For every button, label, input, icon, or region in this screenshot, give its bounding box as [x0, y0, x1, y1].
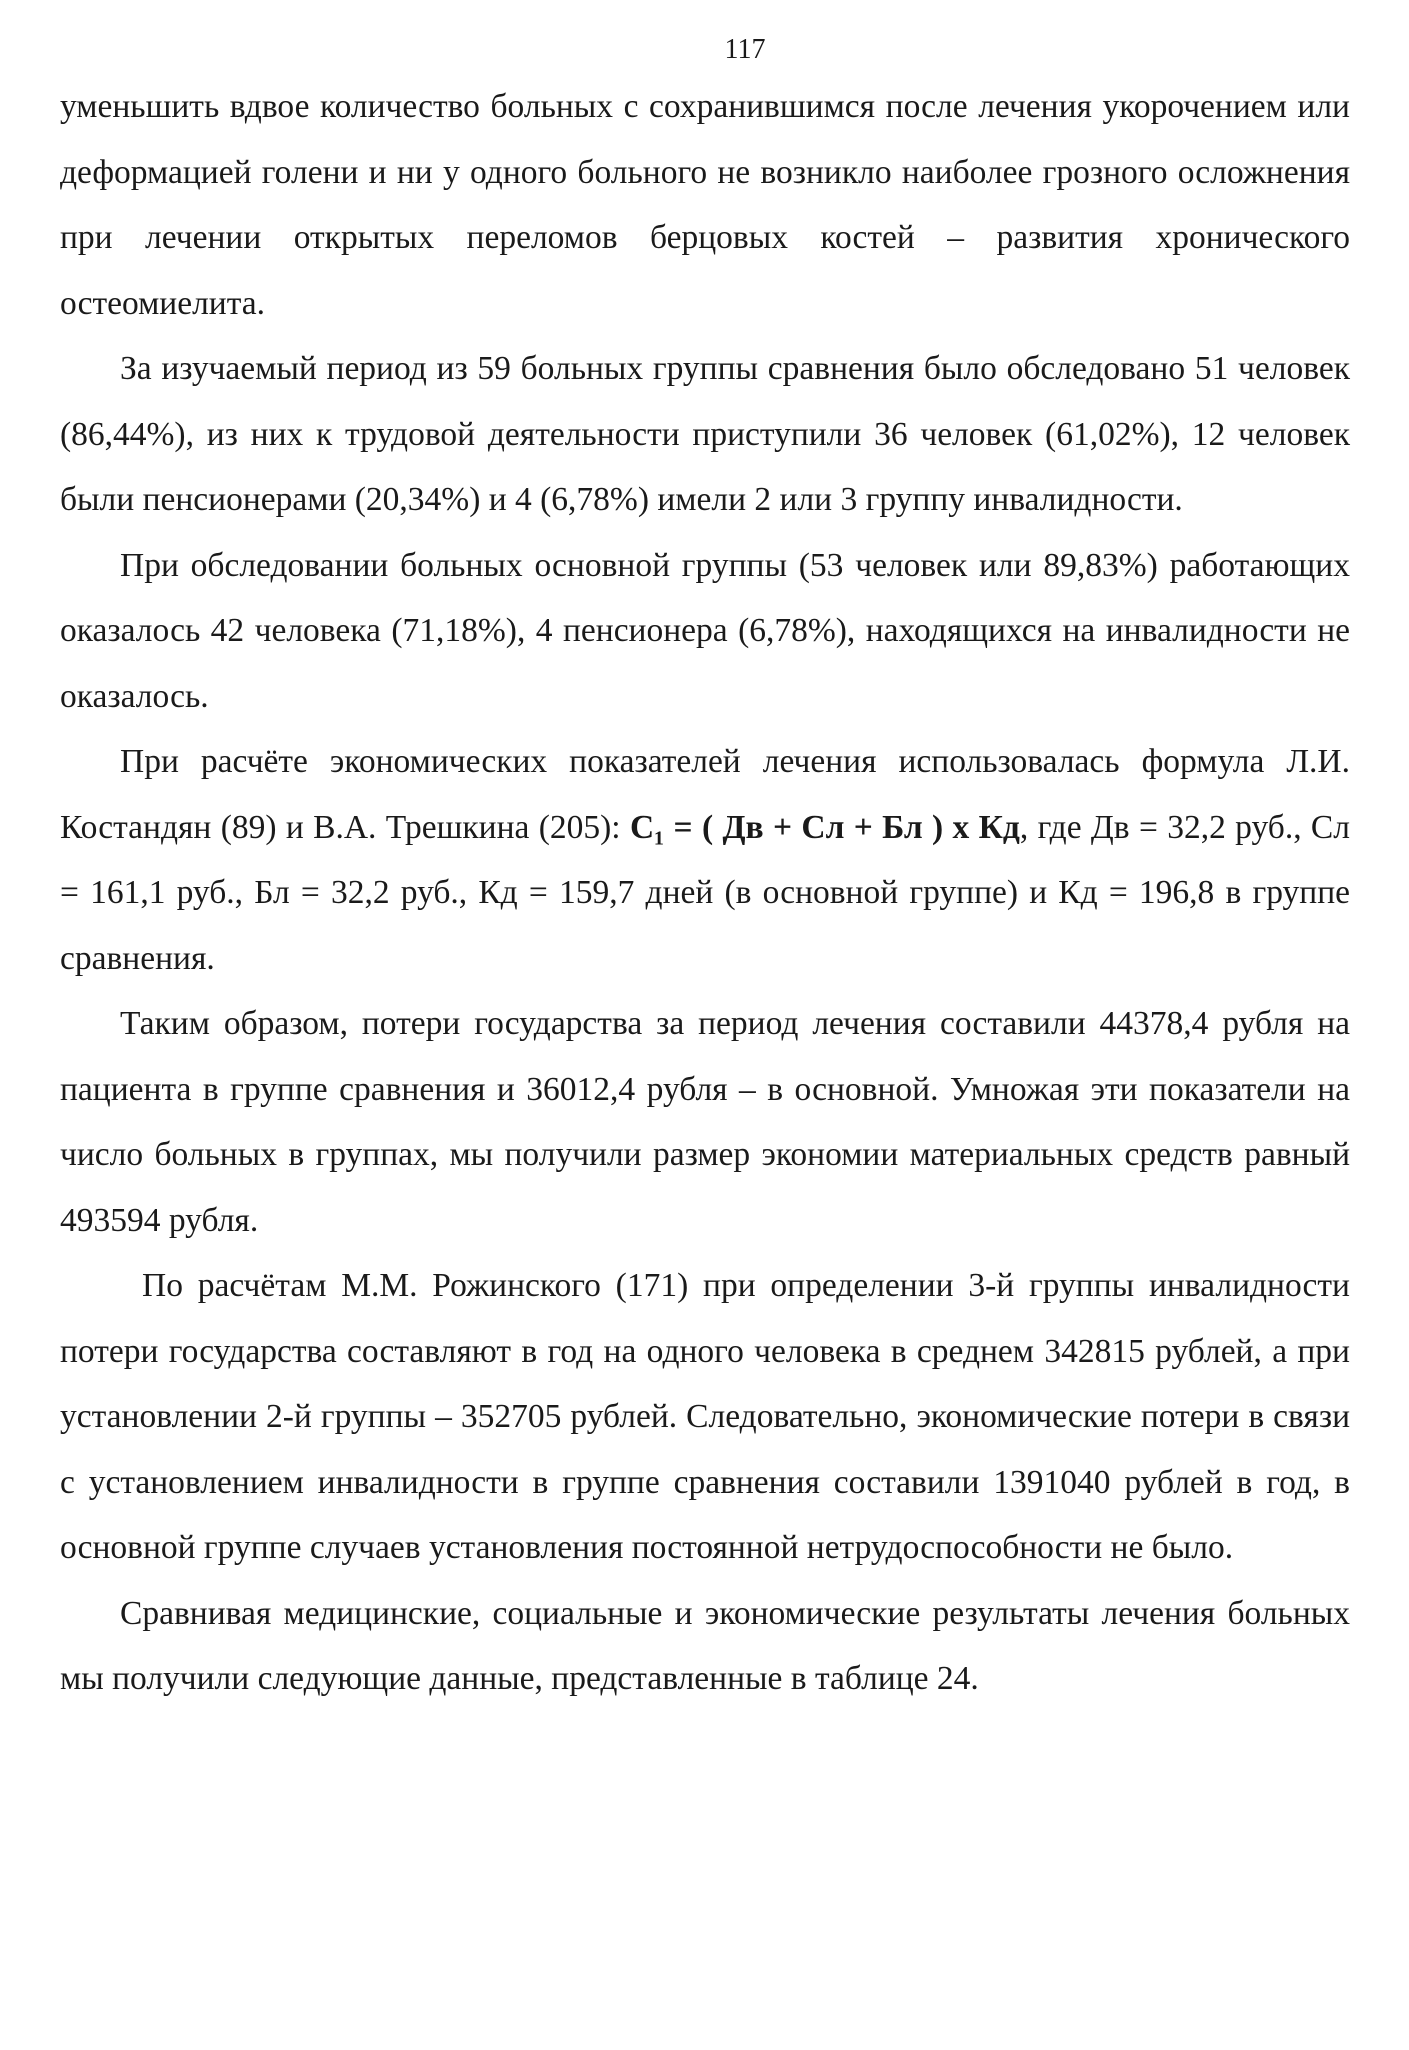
paragraph-6: По расчётам М.М. Рожинского (171) при определении 3-й группы инвалидности потери государства составляют в год на одного человека в среднем 342815 рублей, а при установлении 2-й группы – 352705 рублей. Следовательно, экономические потери в связи с установлением инвалидности в группе сравнения составили 1391040 рублей в год, в основной группе случаев установления постоянной нетрудоспособности не было.: [60, 1267, 1350, 1566]
paragraph-1: уменьшить вдвое количество больных с сохранившимся после лечения укорочением или деформацией голени и ни у одного больного не возникло наиболее грозного осложнения при лечении открытых переломов берцовых костей – развития хронического остеомиелита.: [60, 88, 1350, 322]
page-number: 117: [724, 34, 766, 65]
paragraph-3: При обследовании больных основной группы (53 человек или 89,83%) работающих оказалось 42 человека (71,18%), 4 пенсионера (6,78%), находящихся на инвалидности не оказалось.: [60, 546, 1350, 715]
paragraph-5: Таким образом, потери государства за период лечения составили 44378,4 рубля на пациента в группе сравнения и 36012,4 рубля – в основной. Умножая эти показатели на число больных в группах, мы получили размер экономии материальных средств равный 493594 рубля.: [60, 1005, 1350, 1239]
paragraph-4-before: При расчёте экономических показателей лечения использовалась формула Л.И. Костандян (89) и В.А. Трешкина (205):: [60, 743, 1350, 846]
paragraph-7: Сравнивая медицинские, социальные и экономические результаты лечения больных мы получили следующие данные, представленные в таблице 24.: [60, 1594, 1350, 1697]
document-page: [60, 30, 1350, 1712]
paragraph-2: За изучаемый период из 59 больных группы сравнения было обследовано 51 человек (86,44%), из них к трудовой деятельности приступили 36 человек (61,02%), 12 человек были пенсионерами (20,34%) и 4 (6,78%) имели 2 или 3 группу инвалидности.: [60, 350, 1350, 518]
cost-formula: С₁ = ( Дв + Сл + Бл ) х Кд: [629, 808, 1020, 846]
paragraph-4: [60, 729, 1350, 991]
paragraph-4-after: , где Дв = 32,2 руб., Сл = 161,1 руб., Бл = 32,2 руб., Кд = 159,7 дней (в основной группе) и Кд = 196,8 в группе сравнения.: [60, 808, 1350, 977]
